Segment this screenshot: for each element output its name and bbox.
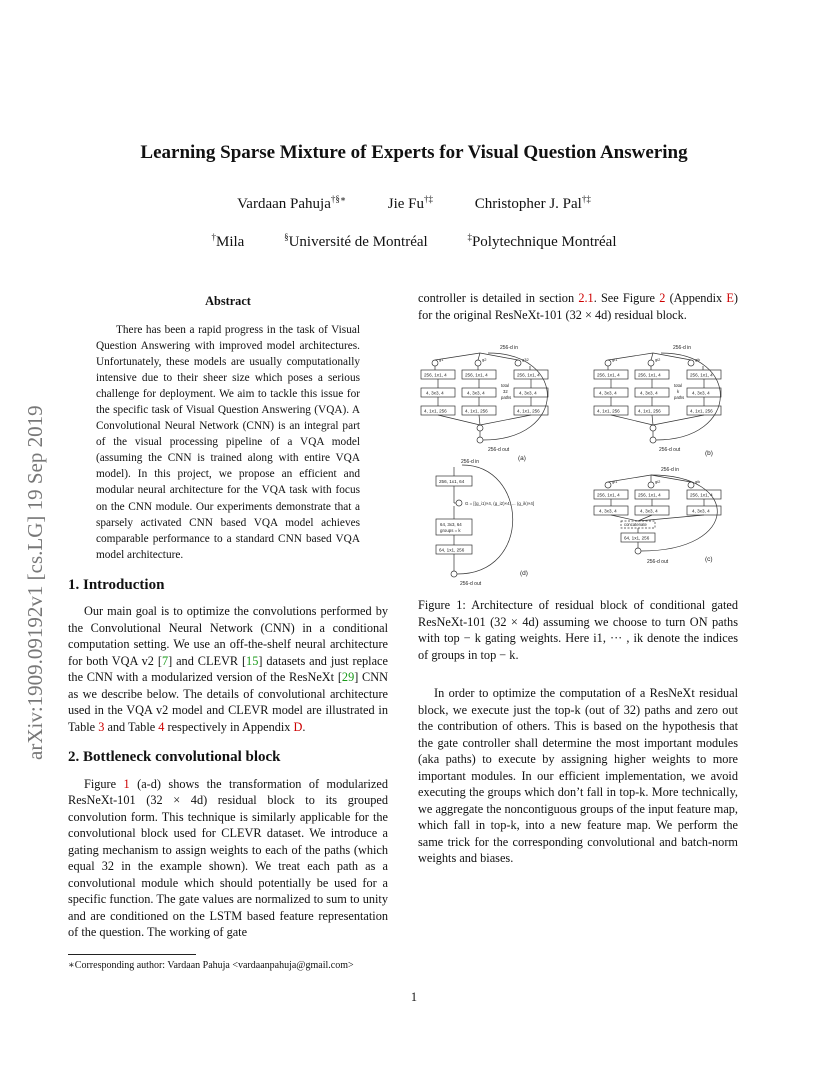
svg-text:256-d in: 256-d in [661,467,680,473]
arxiv-stamp-text: arXiv:1909.09192v1 [cs.LG] 19 Sep 2019 [23,405,47,760]
svg-text:total: total [674,383,682,388]
footnote-divider [68,954,196,955]
svg-text:256, 1x1, 4: 256, 1x1, 4 [597,372,620,378]
panel-label: (a) [518,455,526,462]
abstract-text: There has been a rapid progress in the task of Visual Question Answering with improved model architectures. Unfortunately, these models are usually computationally intensive due to their sheer size which poses a serious challenge for deployment. We aim to tackle this issue for the specific task of Visual Question Answering (VQA). A Convolutional Neural Network (CNN) is an integral part of the visual processing pipeline of a VQA model (assuming the CNN is trained along with entire VQA model). In this project, we propose an efficient and modular neural architecture for the VQA task with focus on the CNN module. Our experiments demonstrate that a sparsely activated CNN based VQA model achieves comparable performance to a standard CNN based VQA model architecture. [96,323,360,561]
author: Vardaan Pahuja†§∗ [237,194,346,212]
figure-ref-link[interactable]: 2 [659,291,666,305]
svg-text:256-d out: 256-d out [488,447,510,453]
panel-a [421,345,548,462]
svg-text:gik: gik [695,357,701,362]
svg-text:256, 1x1, 4: 256, 1x1, 4 [638,492,661,498]
svg-text:gi1: gi1 [612,357,618,362]
affiliation-list [0,234,828,251]
svg-text:256-d in: 256-d in [673,345,692,351]
panel-label: (c) [705,556,713,563]
label-in: 256-d in [500,345,519,351]
svg-text:4, 3x3, 4: 4, 3x3, 4 [692,390,710,396]
svg-text:4, 3x3, 4: 4, 3x3, 4 [467,390,485,396]
svg-text:256, 1x1, 4: 256, 1x1, 4 [424,372,447,378]
svg-text:256-d out: 256-d out [659,447,681,453]
right-column [418,290,738,867]
panel-c [594,467,721,565]
section-heading-bottleneck: 2. Bottleneck convolutional block [68,749,281,766]
svg-text:64, 1x1, 256: 64, 1x1, 256 [439,547,465,553]
svg-text:4, 1x1, 256: 4, 1x1, 256 [465,408,488,414]
svg-text:256, 1x1, 4: 256, 1x1, 4 [690,492,713,498]
gate-node [475,360,481,366]
table-ref-link[interactable]: 4 [158,719,165,734]
svg-text:4, 1x1, 256: 4, 1x1, 256 [517,408,540,414]
svg-text:256-d out: 256-d out [460,581,482,587]
figure-ref-link[interactable]: 1 [123,776,130,791]
section-heading-introduction: 1. Introduction [68,576,165,593]
svg-text:gi2: gi2 [655,479,661,484]
svg-text:total: total [501,383,509,388]
svg-text:gi1: gi1 [612,479,618,484]
author-list [0,196,828,213]
svg-text:g32: g32 [522,357,529,362]
svg-text:g1: g1 [439,357,444,362]
footnote: ∗Corresponding author: Vardaan Pahuja <vardaanpahuja@gmail.com> [68,959,354,971]
gate-node [515,360,521,366]
paper-title: Learning Sparse Mixture of Experts for Visual Question Answering [140,142,688,163]
svg-text:paths: paths [501,395,512,400]
svg-text:concatenate: concatenate [624,522,647,527]
svg-text:4, 3x3, 4: 4, 3x3, 4 [599,390,617,396]
svg-text:4, 3x3, 4: 4, 3x3, 4 [426,390,444,396]
figure-caption: Figure 1: Architecture of residual block of conditional gated ResNeXt-101 (32 × 4d) assuming we choose to turn ON paths with top − k gating weights. Here i1, ··· , ik denote the indices of groups in top − k. [418,598,738,662]
svg-text:256, 1x1, 4: 256, 1x1, 4 [638,372,661,378]
svg-text:gik: gik [695,479,701,484]
svg-text:256-d out: 256-d out [647,559,669,565]
gate-node [432,360,438,366]
appendix-ref-link[interactable]: D [293,719,303,734]
panel-label: (d) [520,570,528,577]
panel-label: (b) [705,450,713,457]
body-paragraph: In order to optimize the computation of a ResNeXt residual block, we execute just the top-k (out of 32) paths and zero out the contribution of others. This is based on the hypothesis that the gate controller shall determine the most important modules (aka paths) to execute by assigning higher weights to more important modules. In our efficient implementation, we avoid executing the groups which don’t fall in top-k. More technically, we aggregate the noncontiguous groups of the input feature map, which fall in top-k, into a new feature map. We perform the same trick for the corresponding convolutional and batch-norm weights and biases. [418,686,738,865]
svg-text:4, 1x1, 256: 4, 1x1, 256 [597,408,620,414]
author: Jie Fu†‡ [387,194,433,212]
svg-text:64, 3x3, 64: 64, 3x3, 64 [440,522,462,527]
svg-text:256, 1x1, 4: 256, 1x1, 4 [597,492,620,498]
svg-text:256, 1x1, 4: 256, 1x1, 4 [465,372,488,378]
svg-text:4, 1x1, 256: 4, 1x1, 256 [638,408,661,414]
svg-text:256, 1x1, 4: 256, 1x1, 4 [690,372,713,378]
svg-text:256, 1x1, 64: 256, 1x1, 64 [439,479,465,484]
affiliation: §Université de Montréal [284,232,428,250]
svg-text:paths: paths [674,395,685,400]
citation-link[interactable]: 15 [246,653,259,668]
svg-text:4, 1x1, 256: 4, 1x1, 256 [424,408,447,414]
svg-text:256, 1x1, 4: 256, 1x1, 4 [517,372,540,378]
svg-text:256-d in: 256-d in [461,459,480,465]
introduction-paragraph: Our main goal is to optimize the convolutions performed by the Convolutional Neural Network (CNN) in a conditional computation setting. We use an off-the-shelf neural architecture for both VQA v2 [7] and CLEVR [15] datasets and just replace the CNN with a modularized version of the ResNeXt [29] CNN as we describe below. The details of convolutional architecture used in the VQA v2 model and CLEVR model are illustrated in Table 3 and Table 4 respectively in Appendix D. [68,604,388,734]
table-ref-link[interactable]: 3 [98,719,105,734]
svg-text:g2: g2 [482,357,487,362]
svg-text:k: k [677,389,680,394]
svg-text:4, 3x3, 4: 4, 3x3, 4 [640,390,658,396]
panel-b [594,345,721,457]
svg-text:64, 1x1, 256: 64, 1x1, 256 [624,535,650,541]
svg-text:G = [(g_i1)×4, (g_i2)×4, ... (: G = [(g_i1)×4, (g_i2)×4, ... (g_ik)×4] [465,501,535,506]
affiliation: ‡Polytechnique Montréal [467,232,617,250]
continued-paragraph: controller is detailed in section 2.1. See Figure 2 (Appendix E) for the original ResNeXt-101 (32 × 4d) residual block. [418,291,738,322]
svg-text:4, 3x3, 4: 4, 3x3, 4 [692,508,710,514]
figure-1 [418,339,738,587]
svg-text:4, 3x3, 4: 4, 3x3, 4 [640,508,658,514]
svg-text:gi2: gi2 [655,357,661,362]
arxiv-stamp [20,290,50,760]
citation-link[interactable]: 29 [341,670,355,685]
citation-link[interactable]: 7 [161,653,169,668]
svg-text:groups = k: groups = k [440,528,461,533]
svg-text:4, 3x3, 4: 4, 3x3, 4 [599,508,617,514]
appendix-ref-link[interactable]: E [726,291,734,305]
author: Christopher J. Pal†‡ [474,194,591,212]
abstract-heading: Abstract [205,294,251,308]
section-ref-link[interactable]: 2.1 [578,291,594,305]
panel-d [436,459,534,587]
svg-text:4, 3x3, 4: 4, 3x3, 4 [519,390,537,396]
svg-text:32: 32 [503,389,508,394]
svg-text:4, 1x1, 256: 4, 1x1, 256 [690,408,713,414]
left-column [68,293,388,973]
affiliation: †Mila [211,232,245,250]
bottleneck-paragraph: Figure 1 (a-d) shows the transformation of modularized ResNeXt-101 (32 × 4d) residual block to its grouped convolution form. This technique is similarly applicable for the convolutional block used for CLEVR dataset. We introduce a gating mechanism to assign weights to each of the paths (which equal 32 in the example shown). We treat each path as a convolutional module which should potentially be used for a specific function. The gate values are normalized to sum to unity and are conditioned on the LSTM based feature representation of the question. The working of gate [68,776,388,940]
page-number: 1 [410,990,418,1004]
